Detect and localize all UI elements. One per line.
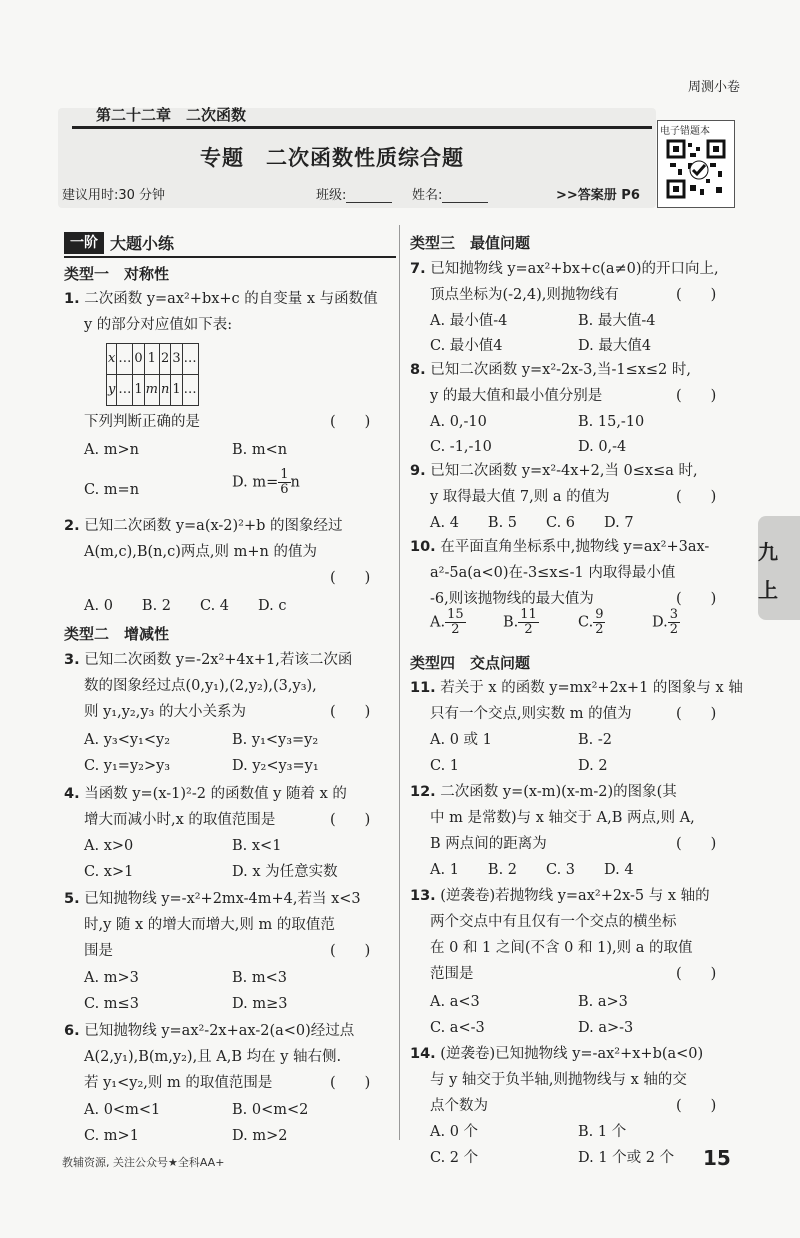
qr-code-icon[interactable] bbox=[666, 139, 726, 199]
numerator: 15 bbox=[447, 607, 464, 622]
question-3 bbox=[64, 648, 352, 672]
table-cell: 2 bbox=[159, 344, 170, 375]
question-text: 时,y 随 x 的增大而增大,则 m 的取值范 bbox=[84, 917, 335, 933]
answer-paren[interactable]: ( ) bbox=[676, 1098, 717, 1114]
question-9 bbox=[410, 459, 698, 483]
question-text: y 取得最大值 7,则 a 的值为 bbox=[430, 489, 610, 505]
option-c[interactable]: C. m>1 bbox=[84, 1128, 139, 1144]
type-heading: 类型三 最值问题 bbox=[410, 234, 531, 252]
numerator: 9 bbox=[595, 607, 604, 622]
option-b[interactable]: B. x<1 bbox=[232, 838, 282, 854]
option-a[interactable]: A. 0<m<1 bbox=[84, 1102, 161, 1118]
question-8 bbox=[410, 358, 691, 382]
table-cell: 1 bbox=[171, 375, 182, 406]
answer-paren[interactable]: ( ) bbox=[676, 287, 717, 303]
question-text: -6,则该抛物线的最大值为 bbox=[430, 591, 594, 607]
question-text: 中 m 是常数)与 x 轴交于 A,B 两点,则 A, bbox=[430, 810, 695, 826]
question-12 bbox=[410, 780, 677, 804]
question-text: 数的图象经过点(0,y₁),(2,y₂),(3,y₃), bbox=[84, 678, 317, 694]
side-tab[interactable] bbox=[758, 516, 800, 620]
question-number: 12. bbox=[410, 784, 436, 800]
option-c[interactable]: C. a<-3 bbox=[430, 1020, 485, 1036]
table-cell: 1 bbox=[144, 344, 159, 375]
answer-paren[interactable]: ( ) bbox=[330, 1075, 371, 1091]
option-d[interactable]: D. 0,-4 bbox=[578, 439, 627, 455]
option-text: A. bbox=[430, 614, 446, 631]
question-text: B 两点间的距离为 bbox=[430, 836, 547, 852]
option-b[interactable] bbox=[503, 608, 539, 637]
class-field bbox=[316, 184, 392, 203]
question-number: 7. bbox=[410, 261, 426, 277]
question-number: 14. bbox=[410, 1046, 436, 1062]
options-row[interactable]: A. 4 B. 5 C. 6 D. 7 bbox=[430, 515, 634, 531]
question-13 bbox=[410, 884, 710, 908]
table-cell: … bbox=[117, 375, 133, 406]
option-a[interactable]: A. m>n bbox=[84, 442, 139, 458]
table-cell: x bbox=[107, 344, 117, 375]
answer-paren[interactable]: ( ) bbox=[330, 943, 371, 959]
option-text: D. m= bbox=[232, 474, 279, 491]
fraction bbox=[278, 468, 290, 497]
denominator: 6 bbox=[280, 482, 289, 497]
suggested-time: 建议用时:30 分钟 bbox=[62, 188, 166, 203]
denominator: 2 bbox=[451, 622, 460, 637]
name-blank[interactable] bbox=[442, 188, 488, 203]
option-a[interactable]: A. 最小值-4 bbox=[430, 313, 508, 329]
options-row[interactable]: A. 0 B. 2 C. 4 D. c bbox=[84, 598, 287, 614]
option-b[interactable]: B. 15,-10 bbox=[578, 414, 645, 430]
question-text: y 的部分对应值如下表: bbox=[84, 317, 233, 333]
answer-paren[interactable]: ( ) bbox=[676, 706, 717, 722]
question-number: 9. bbox=[410, 463, 426, 479]
type-heading: 类型一 对称性 bbox=[64, 265, 170, 283]
side-tab-label: 九 bbox=[758, 540, 778, 564]
question-text: 在平面直角坐标系中,抛物线 y=ax²+3ax- bbox=[440, 539, 710, 555]
option-text: C. bbox=[578, 614, 594, 631]
options-row[interactable]: A. 1 B. 2 C. 3 D. 4 bbox=[430, 862, 634, 878]
section-title: 大题小练 bbox=[110, 234, 175, 253]
section-rule bbox=[64, 256, 396, 258]
question-text: 顶点坐标为(-2,4),则抛物线有 bbox=[430, 287, 619, 303]
page-title: 专题 二次函数性质综合题 bbox=[200, 146, 464, 170]
table-cell: … bbox=[117, 344, 133, 375]
option-d[interactable]: D. 2 bbox=[578, 758, 608, 774]
option-d[interactable]: D. x 为任意实数 bbox=[232, 864, 338, 880]
page-number: 15 bbox=[703, 1146, 731, 1170]
question-text: 下列判断正确的是 bbox=[84, 414, 200, 430]
question-14 bbox=[410, 1042, 703, 1066]
option-c[interactable]: C. m≤3 bbox=[84, 996, 139, 1012]
question-text: (逆袭卷)若抛物线 y=ax²+2x-5 与 x 轴的 bbox=[440, 888, 710, 904]
numerator: 1 bbox=[280, 467, 289, 482]
question-10 bbox=[410, 535, 709, 559]
question-11 bbox=[410, 676, 743, 700]
question-text: 若关于 x 的函数 y=mx²+2x+1 的图象与 x 轴 bbox=[440, 680, 743, 696]
section-tag: 一阶 bbox=[64, 232, 104, 254]
question-number: 5. bbox=[64, 891, 80, 907]
option-c[interactable]: C. m=n bbox=[84, 482, 140, 498]
question-2 bbox=[64, 514, 343, 538]
name-field bbox=[412, 184, 488, 203]
fraction bbox=[593, 608, 605, 637]
question-number: 11. bbox=[410, 680, 436, 696]
question-4 bbox=[64, 782, 347, 806]
type-heading: 类型二 增减性 bbox=[64, 625, 170, 643]
name-label: 姓名: bbox=[412, 188, 443, 203]
fraction bbox=[668, 608, 680, 637]
option-d[interactable]: D. y₂<y₃=y₁ bbox=[232, 758, 319, 774]
question-text: a²-5a(a<0)在-3≤x≤-1 内取得最小值 bbox=[430, 565, 676, 581]
option-c[interactable]: C. y₁=y₂>y₃ bbox=[84, 758, 171, 774]
question-number: 6. bbox=[64, 1023, 80, 1039]
question-number: 3. bbox=[64, 652, 80, 668]
question-text: 只有一个交点,则实数 m 的值为 bbox=[430, 706, 632, 722]
question-1 bbox=[64, 287, 378, 311]
option-b[interactable]: B. 1 个 bbox=[578, 1124, 627, 1140]
option-b[interactable]: B. m<n bbox=[232, 442, 288, 458]
question-5 bbox=[64, 887, 361, 911]
option-a[interactable]: A. x>0 bbox=[84, 838, 134, 854]
option-b[interactable]: B. m<3 bbox=[232, 970, 287, 986]
question-text: 已知抛物线 y=ax²+bx+c(a≠0)的开口向上, bbox=[430, 261, 719, 277]
question-text: 二次函数 y=(x-m)(x-m-2)的图象(其 bbox=[440, 784, 677, 800]
side-tab-label: 上 bbox=[758, 578, 778, 602]
question-text: 与 y 轴交于负半轴,则抛物线与 x 轴的交 bbox=[430, 1072, 687, 1088]
question-text: 在 0 和 1 之间(不含 0 和 1),则 a 的取值 bbox=[430, 940, 693, 956]
question-text: 二次函数 y=ax²+bx+c 的自变量 x 与函数值 bbox=[84, 291, 378, 307]
chapter-rule bbox=[72, 126, 652, 129]
fraction bbox=[518, 608, 539, 637]
question-text: 已知二次函数 y=-2x²+4x+1,若该二次函 bbox=[84, 652, 353, 668]
question-7 bbox=[410, 257, 719, 281]
answer-paren[interactable]: ( ) bbox=[676, 591, 717, 607]
option-c[interactable]: C. 1 bbox=[430, 758, 460, 774]
question-6 bbox=[64, 1019, 354, 1043]
footer-note: 教辅资源, 关注公众号★全科AA+ bbox=[62, 1156, 225, 1169]
fraction bbox=[445, 608, 466, 637]
question-number: 2. bbox=[64, 518, 80, 534]
option-a[interactable]: A. m>3 bbox=[84, 970, 139, 986]
option-d[interactable] bbox=[232, 468, 300, 497]
question-number: 13. bbox=[410, 888, 436, 904]
question-number: 4. bbox=[64, 786, 80, 802]
question-text: 则 y₁,y₂,y₃ 的大小关系为 bbox=[84, 704, 246, 720]
table-cell: n bbox=[159, 375, 170, 406]
type-heading: 类型四 交点问题 bbox=[410, 654, 531, 672]
table-cell: … bbox=[182, 344, 198, 375]
question-text: 若 y₁<y₂,则 m 的取值范围是 bbox=[84, 1075, 273, 1091]
question-text: 已知二次函数 y=x²-4x+2,当 0≤x≤a 时, bbox=[430, 463, 698, 479]
option-a[interactable]: A. y₃<y₁<y₂ bbox=[84, 732, 171, 748]
numerator: 3 bbox=[669, 607, 678, 622]
option-c[interactable]: C. x>1 bbox=[84, 864, 134, 880]
answer-paren[interactable]: ( ) bbox=[330, 704, 371, 720]
table-cell: m bbox=[144, 375, 159, 406]
option-a[interactable]: A. 0 或 1 bbox=[430, 732, 492, 748]
option-c[interactable]: C. -1,-10 bbox=[430, 439, 492, 455]
table-row bbox=[107, 344, 199, 375]
answer-paren[interactable]: ( ) bbox=[676, 388, 717, 404]
option-a[interactable]: A. 0,-10 bbox=[430, 414, 487, 430]
table-cell: y bbox=[107, 375, 117, 406]
table-cell: 3 bbox=[171, 344, 182, 375]
class-label: 班级: bbox=[316, 188, 347, 203]
question-text: 已知抛物线 y=ax²-2x+ax-2(a<0)经过点 bbox=[84, 1023, 355, 1039]
question-text: 两个交点中有且仅有一个交点的横坐标 bbox=[430, 914, 677, 930]
table-cell: 0 bbox=[133, 344, 144, 375]
option-d[interactable]: D. 最大值4 bbox=[578, 338, 652, 354]
qr-label: 电子错题本 bbox=[660, 126, 710, 137]
option-b[interactable]: B. a>3 bbox=[578, 994, 628, 1010]
option-b[interactable]: B. -2 bbox=[578, 732, 612, 748]
question-number: 1. bbox=[64, 291, 80, 307]
option-a[interactable] bbox=[430, 608, 466, 637]
corner-label: 周测小卷 bbox=[687, 80, 740, 95]
answer-reference: >>答案册 P6 bbox=[556, 188, 640, 203]
answer-paren[interactable]: ( ) bbox=[330, 570, 371, 586]
question-text: 已知二次函数 y=x²-2x-3,当-1≤x≤2 时, bbox=[430, 362, 691, 378]
option-d[interactable]: D. a>-3 bbox=[578, 1020, 634, 1036]
question-text: 围是 bbox=[84, 943, 113, 959]
option-text: B. bbox=[503, 614, 519, 631]
question-text: 当函数 y=(x-1)²-2 的函数值 y 随着 x 的 bbox=[84, 786, 347, 802]
option-b[interactable]: B. 最大值-4 bbox=[578, 313, 656, 329]
denominator: 2 bbox=[524, 622, 533, 637]
option-d[interactable]: D. m≥3 bbox=[232, 996, 288, 1012]
question-text: A(m,c),B(n,c)两点,则 m+n 的值为 bbox=[84, 544, 317, 560]
question-text: 已知抛物线 y=-x²+2mx-4m+4,若当 x<3 bbox=[84, 891, 361, 907]
option-d[interactable] bbox=[652, 608, 680, 637]
question-text: A(2,y₁),B(m,y₂),且 A,B 均在 y 轴右侧. bbox=[84, 1049, 342, 1065]
answer-paren[interactable]: ( ) bbox=[330, 812, 371, 828]
option-d[interactable]: D. m>2 bbox=[232, 1128, 288, 1144]
column-divider bbox=[399, 225, 400, 1140]
option-text: n bbox=[290, 474, 300, 491]
question-text: 点个数为 bbox=[430, 1098, 488, 1114]
question-text: y 的最大值和最小值分别是 bbox=[430, 388, 603, 404]
question-text: 范围是 bbox=[430, 966, 474, 982]
question-text: 已知二次函数 y=a(x-2)²+b 的图象经过 bbox=[84, 518, 343, 534]
answer-paren[interactable]: ( ) bbox=[330, 414, 371, 430]
class-blank[interactable] bbox=[346, 188, 392, 203]
table-cell: 1 bbox=[133, 375, 144, 406]
option-c[interactable]: C. 最小值4 bbox=[430, 338, 503, 354]
option-a[interactable]: A. 0 个 bbox=[430, 1124, 479, 1140]
option-d[interactable]: D. 1 个或 2 个 bbox=[578, 1150, 675, 1166]
question-text: (逆袭卷)已知抛物线 y=-ax²+x+b(a<0) bbox=[440, 1046, 704, 1062]
table-cell: … bbox=[182, 375, 198, 406]
answer-paren[interactable]: ( ) bbox=[676, 966, 717, 982]
option-a[interactable]: A. a<3 bbox=[430, 994, 480, 1010]
chapter-title: 第二十二章 二次函数 bbox=[96, 106, 247, 124]
denominator: 2 bbox=[669, 622, 678, 637]
option-b[interactable]: B. y₁<y₃=y₂ bbox=[232, 732, 319, 748]
value-table bbox=[106, 343, 199, 406]
option-text: D. bbox=[652, 614, 668, 631]
option-c[interactable] bbox=[578, 608, 605, 637]
question-number: 8. bbox=[410, 362, 426, 378]
option-b[interactable]: B. 0<m<2 bbox=[232, 1102, 309, 1118]
table-row bbox=[107, 375, 199, 406]
numerator: 11 bbox=[520, 607, 537, 622]
denominator: 2 bbox=[595, 622, 604, 637]
question-number: 10. bbox=[410, 539, 436, 555]
answer-paren[interactable]: ( ) bbox=[676, 489, 717, 505]
answer-paren[interactable]: ( ) bbox=[676, 836, 717, 852]
question-text: 增大而减小时,x 的取值范围是 bbox=[84, 812, 276, 828]
option-c[interactable]: C. 2 个 bbox=[430, 1150, 479, 1166]
